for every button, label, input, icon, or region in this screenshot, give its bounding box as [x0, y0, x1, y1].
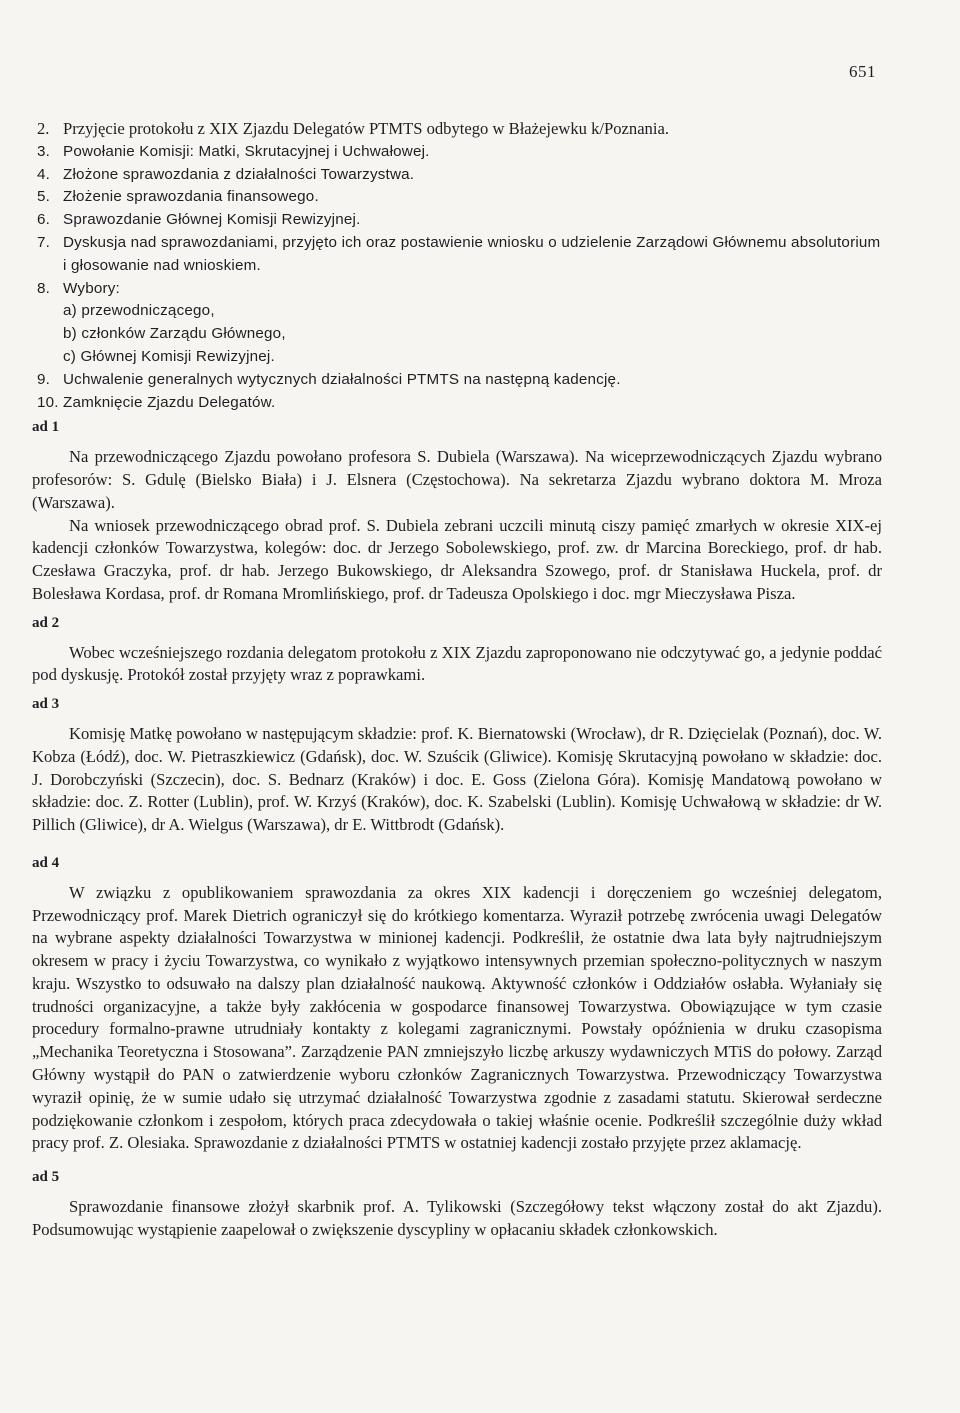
- agenda-item: [32, 232, 882, 278]
- agenda-text: Powołanie Komisji: Matki, Skrutacyjnej i Uchwałowej.: [63, 142, 430, 160]
- agenda-text: Uchwalenie generalnych wytycznych działalności PTMTS na następną kadencję.: [63, 370, 621, 388]
- agenda-number: 2.: [37, 119, 50, 138]
- section-ad-2: [32, 612, 882, 687]
- agenda-text: Wybory:: [63, 279, 120, 297]
- agenda-item: [32, 209, 882, 232]
- agenda-number: 6.: [37, 211, 51, 229]
- agenda-item: [32, 369, 882, 392]
- section-ad-1: [32, 416, 882, 605]
- election-item: b) członków Zarządu Głównego,: [63, 325, 286, 343]
- agenda-text: Sprawozdanie Głównej Komisji Rewizyjnej.: [63, 211, 361, 229]
- agenda-number: 4.: [37, 165, 51, 183]
- agenda-text: Złożenie sprawozdania finansowego.: [63, 188, 319, 206]
- section-ad-4: [32, 852, 882, 1155]
- page-number: 651: [849, 62, 876, 81]
- paragraph: Na przewodniczącego Zjazdu powołano profesora S. Dubiela (Warszawa). Na wiceprzewodniczących Zjazdu wybrano profesorów: S. Gdulę (Bielsko Biała) i J. Elsnera (Częstochowa). Na sekretarza Zjazdu wybrano doktora M. Mroza (Warszawa).: [32, 447, 882, 512]
- paragraph: Komisję Matkę powołano w następującym składzie: prof. K. Biernatowski (Wrocław), dr R. Dzięcielak (Poznań), doc. W. Kobza (Łódź), doc. W. Pietraszkiewicz (Gdańsk), doc. W. Szuścik (Gliwice). Komisję Skrutacyjną powołano w składzie: doc. J. Dorobczyński (Szczecin), doc. S. Bednarz (Kraków) i doc. E. Goss (Zielona Góra). Komisję Mandatową powołano w składzie: doc. Z. Rotter (Lublin), prof. W. Krzyś (Kraków), doc. K. Szabelski (Lublin). Komisję Uchwałową w składzie: dr W. Pillich (Gliwice), dr A. Wielgus (Warszawa), dr E. Wittbrodt (Gdańsk).: [32, 723, 882, 835]
- document-body: [32, 118, 882, 1242]
- section-heading: ad 5: [32, 1169, 60, 1186]
- agenda-number: 9.: [37, 370, 51, 388]
- paragraph: W związku z opublikowaniem sprawozdania za okres XIX kadencji i doręczeniem go wcześniej delegatom, Przewodniczący prof. Marek Dietrich ograniczył się do krótkiego komentarza. Wyraził potrzebę zwrócenia uwagi Delegatów na wybrane aspekty działalności Towarzystwa w minionej kadencji. Podkreślił, że ostatnie dwa lata były najtrudniejszym okresem w pracy i życiu Towarzystwa, co wynikało z wyjątkowo intensywnych przemian społeczno-politycznych w naszym kraju. Wszystko to odsuwało na dalszy plan działalność naukową. Aktywność członków i Oddziałów osłabła. Wyłaniały się trudności organizacyjne, a także były zakłócenia w gospodarce finansowej Towarzystwa. Obowiązujące w tym czasie procedury formalno-prawne utrudniały kontakty z kolegami zagranicznymi. Powstały opóźnienia w druku czasopisma „Mechanika Teoretyczna i Stosowana”. Zarządzenie PAN zmniejszyło liczbę arkuszy wydawniczych MTiS do połowy. Zarząd Główny wystąpił do PAN o zatwierdzenie wyboru członków Zagranicznych Towarzystwa. Przewodniczący Towarzystwa wyraził opinię, że w sumie udało się utrzymać działalność Towarzystwa zgodnie z zasadami statutu. Skierował serdeczne podziękowanie członkom i zespołom, których praca zdecydowała o takiej właśnie ocenie. Podkreślił szczególnie duży wkład pracy prof. Z. Olesiaka. Sprawozdanie z działalności PTMTS w ostatniej kadencji zostało przyjęte przez aklamację.: [32, 882, 882, 1153]
- paragraph: Wobec wcześniejszego rozdania delegatom protokołu z XIX Zjazdu zaproponowano nie odczytywać go, a jedynie poddać pod dyskusję. Protokół został przyjęty wraz z poprawkami.: [32, 642, 882, 685]
- agenda-text: Dyskusja nad sprawozdaniami, przyjęto ich oraz postawienie wniosku o udzielenie Zarządowi Głównemu absolutorium i głosowanie nad wnioskiem.: [63, 233, 881, 274]
- agenda-number: 7.: [37, 233, 51, 251]
- paragraph: Na wniosek przewodniczącego obrad prof. S. Dubiela zebrani uczcili minutą ciszy pamięć zmarłych w okresie XIX-ej kadencji członków Towarzystwa, kolegów: doc. dr Jerzego Sobolewskiego, prof. zw. dr Marcina Boreckiego, prof. dr hab. Czesława Graczyka, prof. dr hab. Jerzego Bukowskiego, dr Aleksandra Szowego, prof. dr Stanisława Huckela, prof. dr Bolesława Kordasa, prof. dr Romana Mromlińskiego, prof. dr Tadeusza Opolskiego i doc. mgr Mieczysława Pisza.: [32, 515, 882, 603]
- agenda-item: [32, 118, 882, 141]
- agenda-text: Przyjęcie protokołu z XIX Zjazdu Delegatów PTMTS odbytego w Błażejewku k/Poznania.: [63, 119, 669, 138]
- agenda-number: 10.: [37, 393, 59, 411]
- agenda-number: 8.: [37, 279, 51, 297]
- agenda-number: 5.: [37, 188, 51, 206]
- agenda-item: [32, 164, 882, 187]
- section-heading: ad 1: [32, 419, 60, 436]
- agenda-item: [32, 392, 882, 415]
- paragraph: Sprawozdanie finansowe złożył skarbnik prof. A. Tylikowski (Szczegółowy tekst włączony został do akt Zjazdu). Podsumowując wystąpienie zaapelował o zwiększenie dyscypliny w opłacaniu składek członkowskich.: [32, 1197, 882, 1239]
- agenda-item: [32, 141, 882, 164]
- section-heading: ad 2: [32, 614, 60, 631]
- section-heading: ad 3: [32, 696, 60, 713]
- agenda-text: Zamknięcie Zjazdu Delegatów.: [63, 393, 276, 411]
- agenda-item: [32, 278, 882, 301]
- section-ad-3: [32, 693, 882, 837]
- agenda-text: Złożone sprawozdania z działalności Towarzystwa.: [63, 165, 415, 183]
- agenda-number: 3.: [37, 142, 51, 160]
- agenda-item: [32, 186, 882, 209]
- section-ad-5: [32, 1166, 882, 1241]
- agenda-list: [32, 118, 882, 414]
- election-item: a) przewodniczącego,: [63, 302, 215, 320]
- section-heading: ad 4: [32, 854, 60, 871]
- election-item: c) Głównej Komisji Rewizyjnej.: [63, 347, 275, 365]
